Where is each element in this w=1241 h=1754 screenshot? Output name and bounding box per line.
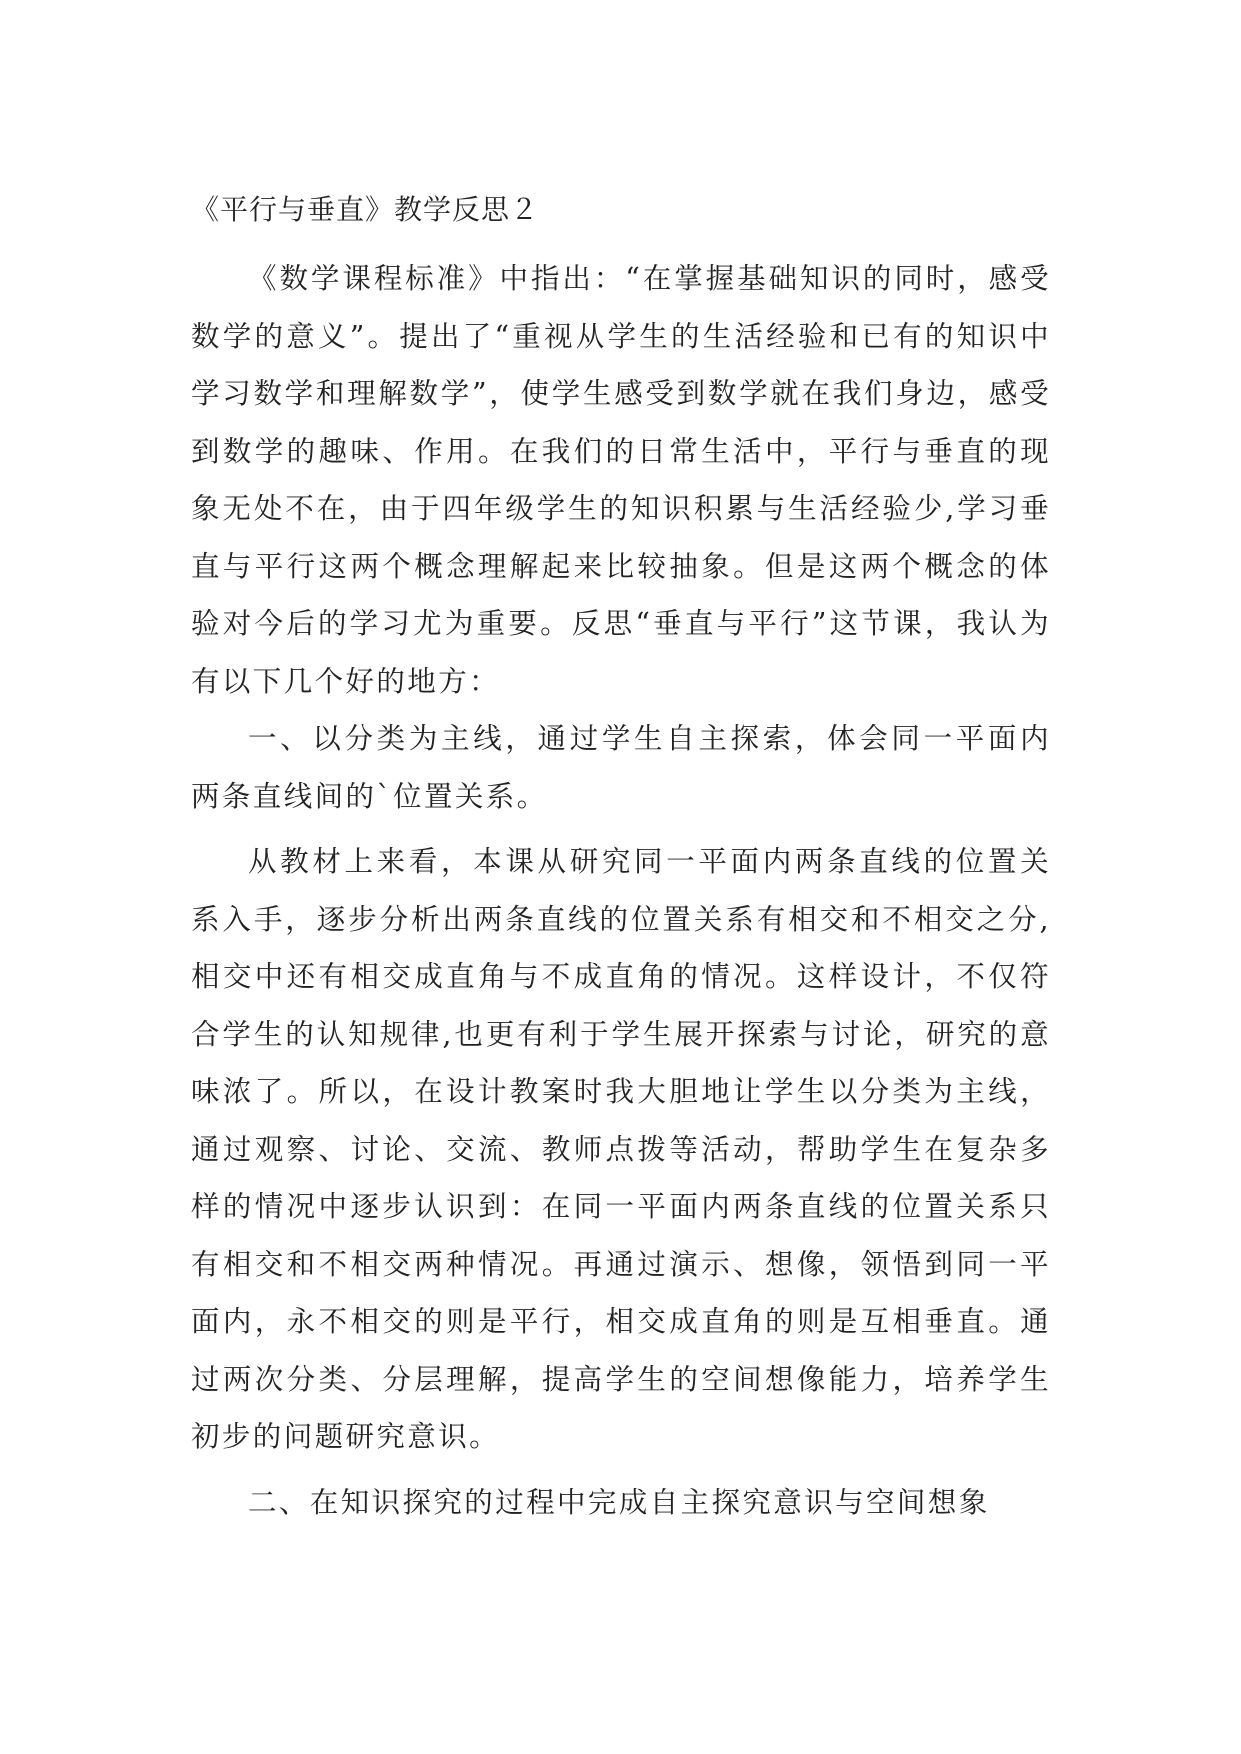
- paragraph-analysis: 从教材上来看，本课从研究同一平面内两条直线的位置关系入手，逐步分析出两条直线的位置关系有相交和不相交之分,相交中还有相交成直角与不成直角的情况。这样设计，不仅符合学生的认知规律,也更有利于学生展开探索与讨论，研究的意味浓了。所以，在设计教案时我大胆地让学生以分类为主线，通过观察、讨论、交流、教师点拨等活动，帮助学生在复杂多样的情况中逐步认识到：在同一平面内两条直线的位置关系只有相交和不相交两种情况。再通过演示、想像，领悟到同一平面内，永不相交的则是平行，相交成直角的则是互相垂直。通过两次分类、分层理解，提高学生的空间想像能力，培养学生初步的问题研究意识。: [191, 845, 1051, 1453]
- paragraph-intro: 《数学课程标准》中指出：“在掌握基础知识的同时，感受数学的意义”。提出了“重视从学生的生活经验和已有的知识中学习数学和理解数学”，使学生感受到数学就在我们身边，感受到数学的趣味、作用。在我们的日常生活中，平行与垂直的现象无处不在，由于四年级学生的知识积累与生活经验少,学习垂直与平行这两个概念理解起来比较抽象。但是这两个概念的体验对今后的学习尤为重要。反思“垂直与平行”这节课，我认为有以下几个好的地方：: [191, 262, 1051, 698]
- paragraph-point-two: 二、在知识探究的过程中完成自主探究意识与空间想象: [248, 1485, 990, 1519]
- document-title: 《平行与垂直》教学反思２: [191, 193, 540, 226]
- document-body: [191, 190, 1051, 1531]
- paragraph-point-one: 一、以分类为主线，通过学生自主探索，体会同一平面内两条直线间的`位置关系。: [191, 722, 1051, 813]
